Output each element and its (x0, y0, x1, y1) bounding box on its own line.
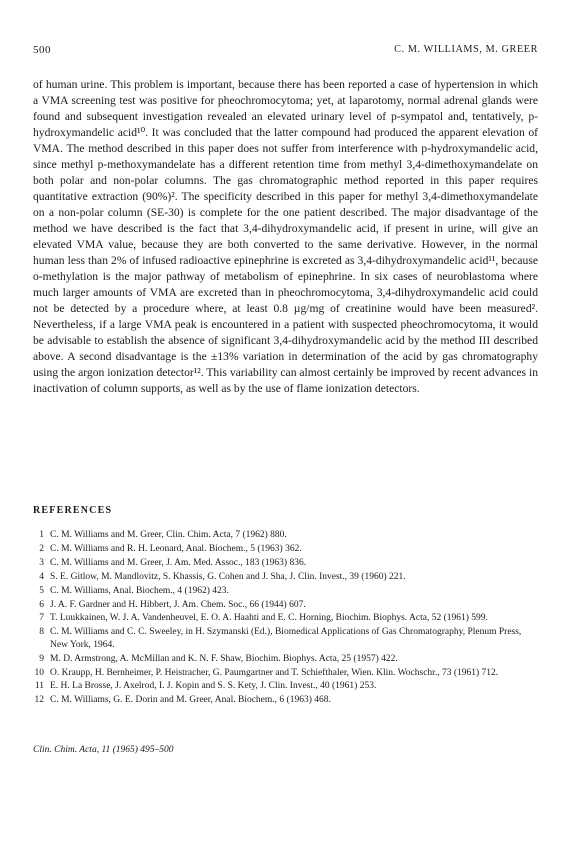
reference-item (33, 543, 538, 555)
reference-item (33, 557, 538, 569)
reference-text: C. M. Williams and C. C. Sweeley, in H. Szymanski (Ed.), Biomedical Applications of Gas Chromatography, Plenum Press, New York, 1964. (50, 627, 522, 650)
reference-number: 5 (39, 585, 44, 596)
body-paragraph: of human urine. This problem is important, because there has been reported a case of hypertension in which a VMA screening test was positive for pheochromocytoma; yet, at laparotomy, normal adrenal glands were found and subsequent investigation revealed an elevated urinary level of p-sympatol and, tentatively, p-hydroxymandelic acid¹⁰. It was concluded that the latter compound had produced the apparent elevation of VMA. The method described in this paper does not suffer from interference with p-hydroxymandelic acid, since methyl p-methoxymandelate has a different retention time from methyl 3,4-dimethoxymandelate on both polar and non-polar columns. The gas chromatographic method reported in this paper requires quantitative extraction (90%)². The specificity described in this paper for methyl 3,4-dimethoxymandelate on a non-polar column (SE-30) is complete for the one patient described. The major disadvantage of the method we have described is the fact that 3,4-dihydroxymandelic acid, if present in urine, will give an elevated VMA value, because they are both converted to the same derivative. However, in the normal human less than 2% of infused radioactive epinephrine is excreted as 3,4-dihydroxymandelic acid¹¹, because o-methylation is the major pathway of metabolism of epinephrine. In six cases of neuroblastoma where much larger amounts of VMA are excreted than in pheochromocytoma, 3,4-dihydroxymandelic acid could not be detected by a procedure where, at least 0.8 µg/mg of creatinine would have been measured². Nevertheless, if a large VMA peak is encountered in a patient with suspected pheochromocytoma, it would be advisable to establish the absence of significant 3,4-dihydroxymandelic acid by the method III described above. A second disadvantage is the ±13% variation in determination of the acid by gas chromatography using the argon ionization detector¹². This variability can almost certainly be improved by recent advances in inactivation of column supports, as well as by the use of flame ionization detectors. (33, 78, 538, 395)
reference-text: M. D. Armstrong, A. McMillan and K. N. F. Shaw, Biochim. Biophys. Acta, 25 (1957) 422. (50, 653, 398, 664)
page-number: 500 (33, 44, 51, 56)
reference-item (33, 571, 538, 583)
reference-number: 10 (34, 667, 44, 678)
reference-number: 9 (39, 653, 44, 664)
reference-text: O. Kraupp, H. Bernheimer, P. Heistracher, G. Paumgartner and T. Schiefthaler, Wien. Klin. Wochschr., 73 (1961) 712. (50, 667, 499, 678)
reference-number: 2 (39, 543, 44, 554)
reference-text: C. M. Williams, G. E. Dorin and M. Greer, Anal. Biochem., 6 (1963) 468. (50, 695, 331, 706)
reference-item (33, 529, 538, 541)
reference-text: S. E. Gitlow, M. Mandlovitz, S. Khassis, G. Cohen and J. Sha, J. Clin. Invest., 39 (1960) 221. (50, 571, 406, 582)
reference-text: C. M. Williams and M. Greer, Clin. Chim. Acta, 7 (1962) 880. (50, 530, 287, 540)
reference-number: 6 (39, 599, 44, 610)
reference-number: 7 (39, 613, 44, 624)
reference-number: 12 (34, 695, 44, 706)
reference-text: C. M. Williams and R. H. Leonard, Anal. Biochem., 5 (1963) 362. (50, 543, 302, 554)
journal-footer: Clin. Chim. Acta, 11 (1965) 495–500 (33, 745, 174, 755)
reference-number: 1 (39, 530, 44, 540)
reference-item (33, 626, 538, 651)
running-head: C. M. WILLIAMS, M. GREER (394, 44, 538, 55)
reference-number: 4 (39, 571, 44, 582)
reference-text: C. M. Williams and M. Greer, J. Am. Med. Assoc., 183 (1963) 836. (50, 557, 307, 568)
reference-item (33, 694, 538, 706)
reference-item (33, 680, 538, 692)
reference-item (33, 612, 538, 624)
reference-number: 11 (34, 681, 44, 692)
reference-text: T. Luukkainen, W. J. A. Vandenheuvel, E. O. A. Haahti and E. C. Horning, Biochim. Biophys. Acta, 52 (1961) 599. (50, 613, 488, 624)
reference-text: C. M. Williams, Anal. Biochem., 4 (1962) 423. (50, 585, 229, 596)
reference-text: E. H. La Brosse, J. Axelrod, I. J. Kopin and S. S. Kety, J. Clin. Invest., 40 (1961) 253. (50, 681, 377, 692)
reference-number: 8 (39, 627, 44, 638)
reference-list (33, 529, 538, 708)
reference-text: J. A. F. Gardner and H. Hibbert, J. Am. Chem. Soc., 66 (1944) 607. (50, 599, 306, 610)
reference-item (33, 667, 538, 679)
reference-number: 3 (39, 557, 44, 568)
reference-item (33, 585, 538, 597)
reference-item (33, 599, 538, 611)
page-header (33, 44, 538, 58)
references-heading: REFERENCES (33, 505, 113, 516)
reference-item (33, 653, 538, 665)
